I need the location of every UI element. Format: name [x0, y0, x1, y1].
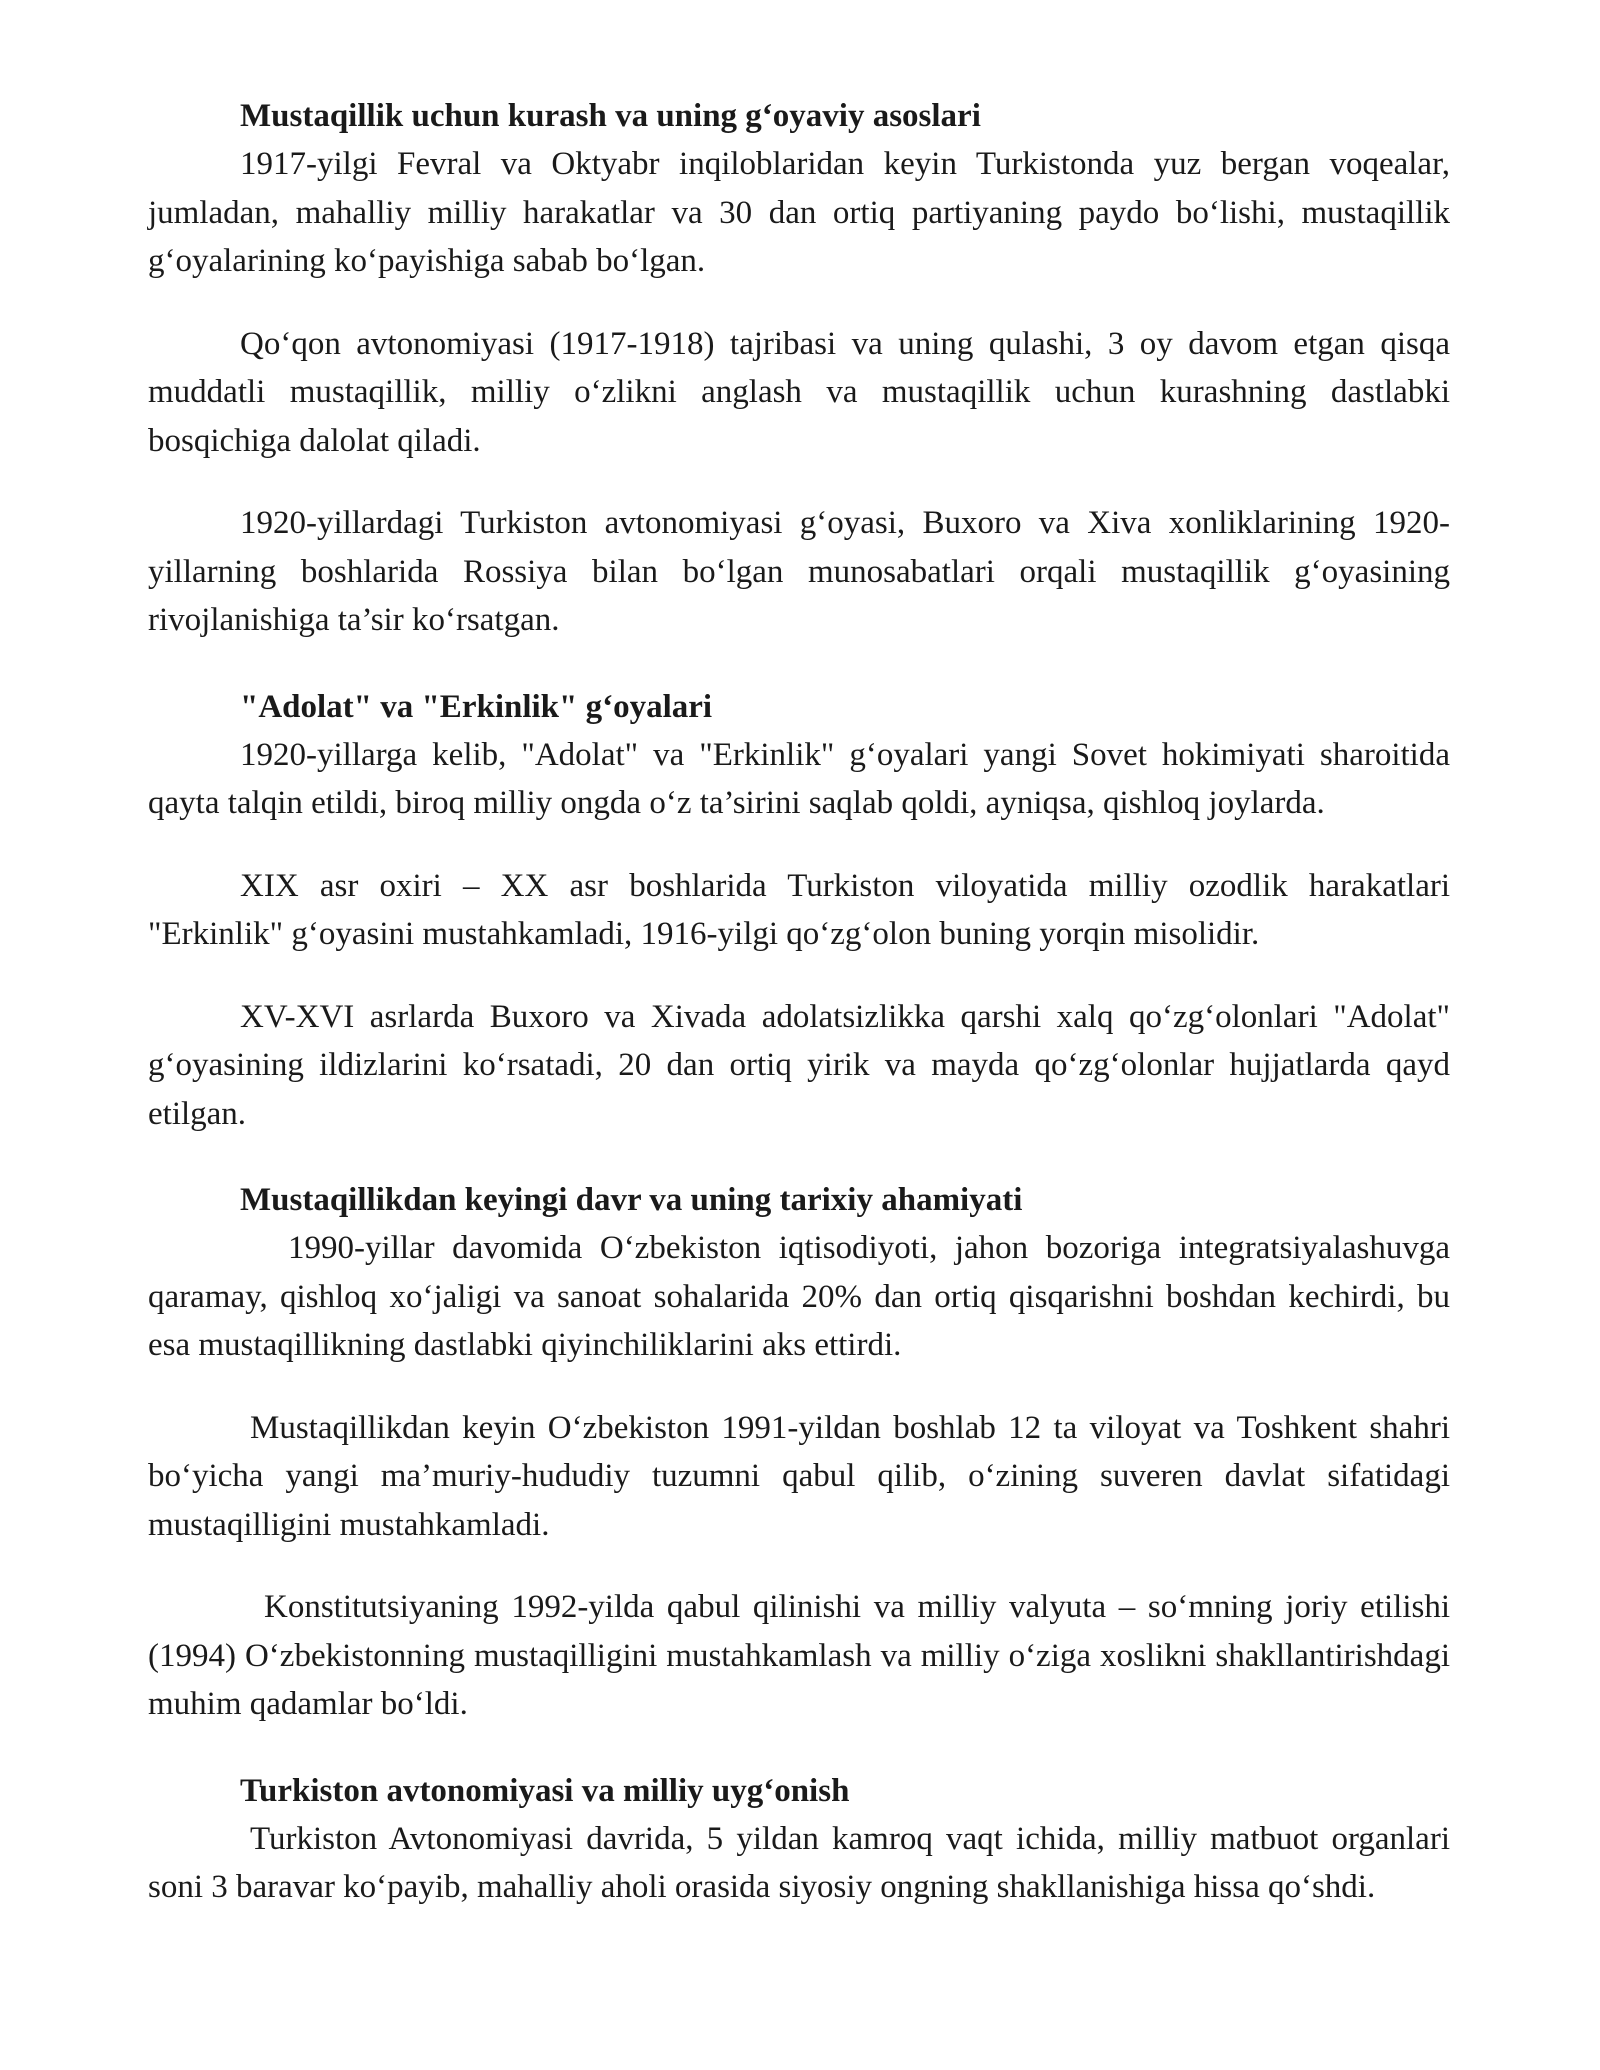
paragraph: 1990-yillar davomida O‘zbekiston iqtisodiyoti, jahon bozoriga integratsiyalashuvga qaramay, qishloq xo‘jaligi va sanoat sohalarida 20% dan ortiq qisqarishni boshdan kechirdi, bu esa mustaqillikning dastlabki qiyinchiliklarini aks ettirdi. [148, 1230, 1450, 1363]
paragraph: Konstitutsiyaning 1992-yilda qabul qilinishi va milliy valyuta – so‘mning joriy etilishi (1994) O‘zbekistonning mustaqilligini mustahkamlash va milliy o‘ziga xoslikni shakllantirishdagi muhim qadamlar bo‘ldi. [148, 1589, 1450, 1722]
paragraph: 1920-yillardagi Turkiston avtonomiyasi g‘oyasi, Buxoro va Xiva xonliklarining 1920-yillarning boshlarida Rossiya bilan bo‘lgan munosabatlari orqali mustaqillik g‘oyasining rivojlanishiga ta’sir ko‘rsatgan. [148, 505, 1450, 638]
paragraph: 1920-yillarga kelib, "Adolat" va "Erkinlik" g‘oyalari yangi Sovet hokimiyati sharoitida qayta talqin etildi, biroq milliy ongda o‘z ta’sirini saqlab qoldi, ayniqsa, qishloq joylarda. [148, 736, 1450, 821]
paragraph: XIX asr oxiri – XX asr boshlarida Turkiston viloyatida milliy ozodlik harakatlari "Erkinlik" g‘oyasini mustahkamladi, 1916-yilgi qo‘zg‘olon buning yorqin misolidir. [148, 867, 1450, 952]
paragraph: Turkiston Avtonomiyasi davrida, 5 yildan kamroq vaqt ichida, milliy matbuot organlari soni 3 baravar ko‘payib, mahalliy aholi orasida siyosiy ongning shakllanishiga hissa qo‘shdi. [148, 1820, 1450, 1905]
section-heading: Turkiston avtonomiyasi va milliy uyg‘onish [240, 1772, 850, 1809]
paragraph: XV-XVI asrlarda Buxoro va Xivada adolatsizlikka qarshi xalq qo‘zg‘olonlari "Adolat" g‘oyasining ildizlarini ko‘rsatadi, 20 dan ortiq yirik va mayda qo‘zg‘olonlar hujjatlarda qayd etilgan. [148, 998, 1450, 1132]
section-heading: "Adolat" va "Erkinlik" g‘oyalari [240, 688, 713, 725]
document-page [148, 92, 1450, 1912]
paragraph: Qo‘qon avtonomiyasi (1917-1918) tajribasi va uning qulashi, 3 oy davom etgan qisqa muddatli mustaqillik, milliy o‘zlikni anglash va mustaqillik uchun kurashning dastlabki bosqichiga dalolat qiladi. [148, 325, 1450, 459]
paragraph: 1917-yilgi Fevral va Oktyabr inqiloblaridan keyin Turkistonda yuz bergan voqealar, jumladan, mahalliy milliy harakatlar va 30 dan ortiq partiyaning paydo bo‘lishi, mustaqillik g‘oyalarining ko‘payishiga sabab bo‘lgan. [148, 146, 1450, 279]
section-heading: Mustaqillik uchun kurash va uning g‘oyaviy asoslari [240, 98, 981, 134]
section-heading: Mustaqillikdan keyingi davr va uning tarixiy ahamiyati [240, 1182, 1023, 1218]
paragraph: Mustaqillikdan keyin O‘zbekiston 1991-yildan boshlab 12 ta viloyat va Toshkent shahri bo‘yicha yangi ma’muriy-hududiy tuzumni qabul qilib, o‘zining suveren davlat sifatidagi mustaqilligini mustahkamladi. [148, 1409, 1450, 1543]
